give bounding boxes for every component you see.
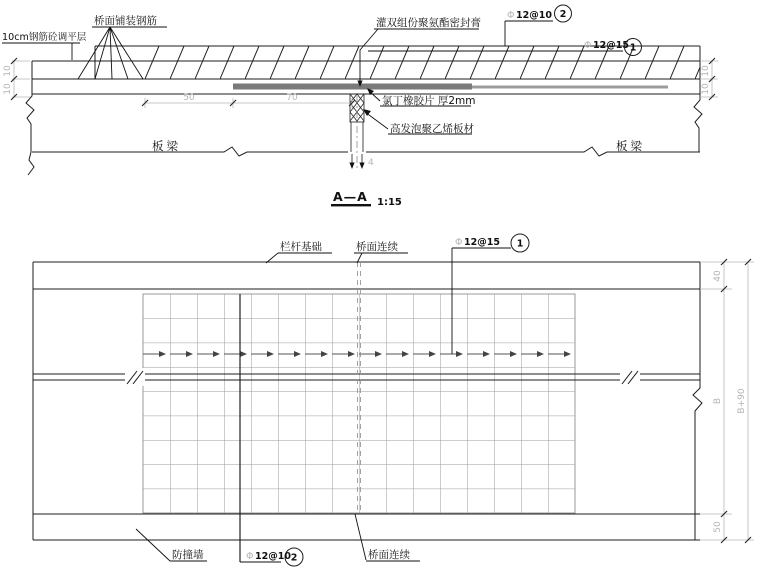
plan-dim-overall: B+90 xyxy=(737,388,747,414)
plan-callout1-num: 1 xyxy=(516,238,524,250)
barrier-label: 防撞墙 xyxy=(172,549,204,561)
plan-dim-bottom: 50 xyxy=(713,521,723,533)
section-title: A—A xyxy=(333,189,368,204)
rebar-mesh-grid xyxy=(143,294,575,513)
plan-callout2-num: 2 xyxy=(290,552,298,564)
plan-view xyxy=(33,234,754,566)
gap-dim-arrows xyxy=(349,163,364,170)
dim-right-bottom: 10 xyxy=(701,83,711,95)
plan-callout1-symbol: Φ xyxy=(455,237,463,248)
deck-continuous-bottom-label: 桥面连续 xyxy=(368,549,410,561)
dim-line-50-70 xyxy=(145,98,352,108)
railing-base-label: 栏杆基础 xyxy=(280,241,322,253)
section-scale: 1:15 xyxy=(377,197,402,208)
section-callout1-text: 12@15 xyxy=(593,40,629,51)
slab-beam-left-label: 板梁 xyxy=(152,139,181,153)
section-callout1-num: 1 xyxy=(629,42,637,54)
dim-70: 70 xyxy=(286,93,298,103)
section-callout2-num: 2 xyxy=(559,9,567,20)
dim-right-top: 10 xyxy=(701,65,711,77)
plan-dim-top: 40 xyxy=(713,270,723,282)
gap-dim: 4 xyxy=(368,158,374,168)
section-callout2-leader xyxy=(505,21,553,46)
plan-callout1-text: 12@15 xyxy=(464,237,500,248)
sealant-label: 灌双组份聚氨酯密封膏 xyxy=(376,17,481,29)
beam-bottom-line xyxy=(32,147,700,156)
pavement-rebar-label: 桥面铺装钢筋 xyxy=(94,15,157,27)
deck-continuous-top-label: 桥面连续 xyxy=(356,241,398,253)
section-callout2-text: 12@10 xyxy=(516,10,552,21)
slab-beam-right-label: 板梁 xyxy=(616,139,645,153)
section-callout2-symbol: Φ xyxy=(507,10,515,21)
section-title-underline xyxy=(331,204,371,206)
left-break-edge xyxy=(26,61,34,175)
overlay-leader xyxy=(2,43,80,60)
longitudinal-bars-row xyxy=(143,350,575,358)
overlay-label: 10cm钢筋砼调平层 xyxy=(2,32,87,43)
dim-left-top: 10 xyxy=(3,65,13,77)
dim-left-bottom: 10 xyxy=(3,83,13,95)
foam-label: 高发泡聚乙烯板材 xyxy=(390,123,474,135)
plan-dim-mid: B xyxy=(713,397,723,405)
section-callout1-symbol: Φ xyxy=(584,40,592,51)
plan-callout2-text: 12@10 xyxy=(255,551,291,562)
dim-50: 50 xyxy=(183,93,195,103)
plan-right-edge xyxy=(693,262,702,540)
plan-callout2-symbol: Φ xyxy=(246,551,254,562)
rubber-label: 氯丁橡胶片 厚2mm xyxy=(382,95,476,107)
section-view xyxy=(2,5,718,208)
